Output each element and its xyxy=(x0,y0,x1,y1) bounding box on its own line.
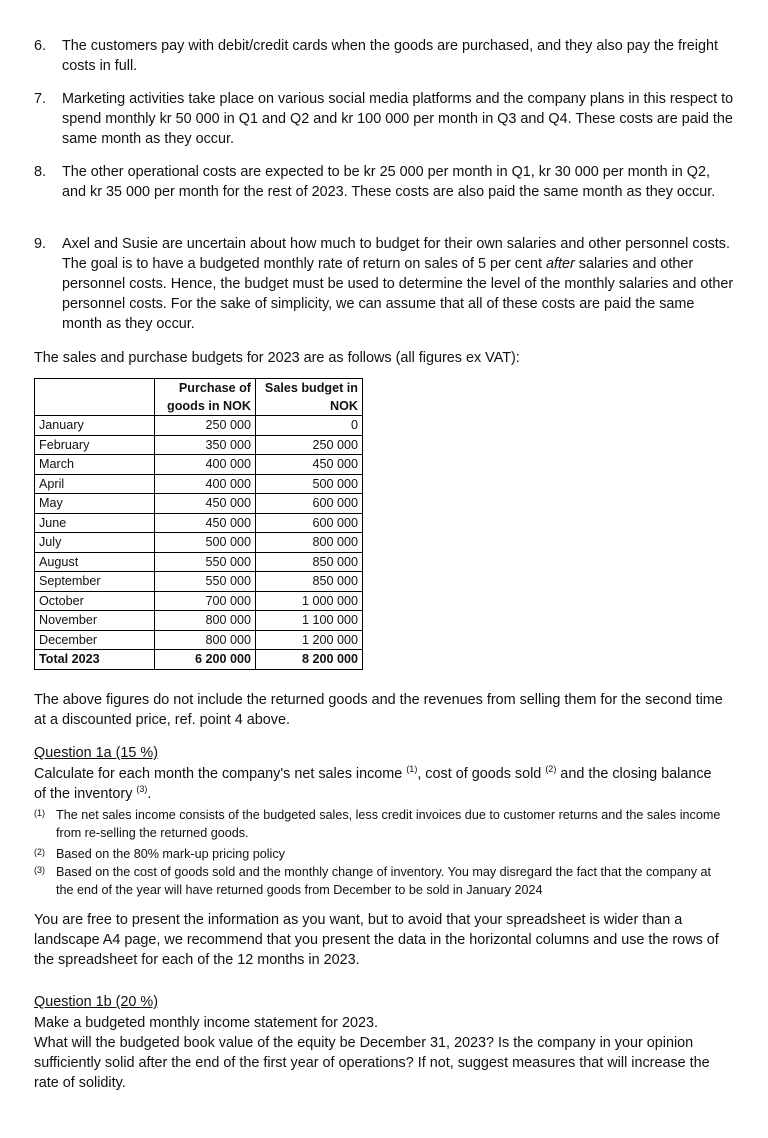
purchase-cell: 400 000 xyxy=(155,474,256,494)
item-text xyxy=(62,234,734,334)
sales-cell: 1 000 000 xyxy=(256,591,363,611)
month-cell: April xyxy=(35,474,155,494)
q1a-text-part: , cost of goods sold xyxy=(417,766,546,782)
header-purchase: Purchase of goods in NOK xyxy=(155,379,256,416)
q1a-text-part: . xyxy=(147,786,152,802)
table-row xyxy=(35,513,363,533)
purchase-cell: 400 000 xyxy=(155,455,256,475)
footnote-number: (1) xyxy=(34,808,45,818)
header-empty xyxy=(35,379,155,416)
footnote-text: Based on the cost of goods sold and the monthly change of inventory. You may disregard the fact that the company at the end of the year will have returned goods from December to be sold in January 2024 xyxy=(56,865,712,897)
purchase-cell: 700 000 xyxy=(155,591,256,611)
footnote-number: (2) xyxy=(34,847,45,857)
sales-cell: 8 200 000 xyxy=(256,650,363,670)
item-text-italic: after xyxy=(545,256,575,272)
month-cell: March xyxy=(35,455,155,475)
purchase-cell: 550 000 xyxy=(155,572,256,592)
month-cell: May xyxy=(35,494,155,514)
item-text: The other operational costs are expected to be kr 25 000 per month in Q1, kr 30 000 per month in Q2, and kr 35 000 per month for the rest of 2023. These costs are also paid the same month as they occur. xyxy=(62,164,716,200)
sales-cell: 450 000 xyxy=(256,455,363,475)
table-row xyxy=(35,416,363,436)
purchase-cell: 250 000 xyxy=(155,416,256,436)
footnote-ref: (1) xyxy=(406,764,418,775)
item-text-part: salaries and other personnel costs. Hence, the budget must be used to determine the level of the monthly salaries and other personnel costs. For the sake of simplicity, we can assume that all of these costs are paid the same month as they occur. xyxy=(62,256,734,332)
sales-cell: 500 000 xyxy=(256,474,363,494)
table-intro: The sales and purchase budgets for 2023 are as follows (all figures ex VAT): xyxy=(34,350,520,366)
item-number: 7. xyxy=(34,91,47,107)
sales-cell: 600 000 xyxy=(256,513,363,533)
q1a-text-part: and the closing balance of the inventory xyxy=(34,766,712,802)
table-row xyxy=(35,474,363,494)
month-cell: December xyxy=(35,630,155,650)
purchase-cell: 450 000 xyxy=(155,494,256,514)
table-row xyxy=(35,552,363,572)
table-row xyxy=(35,611,363,631)
sales-cell: 850 000 xyxy=(256,572,363,592)
item-text-part: Axel and Susie are uncertain about how much to budget for their own salaries and other personnel costs. The goal is to have a budgeted monthly rate of return on sales of 5 per cent xyxy=(62,236,730,272)
purchase-cell: 6 200 000 xyxy=(155,650,256,670)
footnote-text: Based on the 80% mark-up pricing policy xyxy=(56,847,285,861)
month-cell: August xyxy=(35,552,155,572)
header-sales: Sales budget in NOK xyxy=(256,379,363,416)
month-cell: September xyxy=(35,572,155,592)
month-cell: January xyxy=(35,416,155,436)
sales-cell: 250 000 xyxy=(256,435,363,455)
purchase-cell: 550 000 xyxy=(155,552,256,572)
month-cell: November xyxy=(35,611,155,631)
table-row xyxy=(35,591,363,611)
month-cell: February xyxy=(35,435,155,455)
budget-table xyxy=(34,378,363,670)
table-row xyxy=(35,630,363,650)
table-row xyxy=(35,533,363,553)
month-cell: Total 2023 xyxy=(35,650,155,670)
after-table-note: The above figures do not include the returned goods and the revenues from selling them for the second time at a discounted price, ref. point 4 above. xyxy=(34,692,723,728)
month-cell: October xyxy=(35,591,155,611)
item-number: 9. xyxy=(34,236,47,252)
item-number: 6. xyxy=(34,38,47,54)
sales-cell: 850 000 xyxy=(256,552,363,572)
purchase-cell: 350 000 xyxy=(155,435,256,455)
table-body xyxy=(35,416,363,670)
table-row xyxy=(35,650,363,670)
table-header-row xyxy=(35,379,363,416)
footnote-ref: (2) xyxy=(545,764,557,775)
question-1a-title: Question 1a (15 %) xyxy=(34,745,158,761)
presentation-note: You are free to present the information as you want, but to avoid that your spreadsheet is wider than a landscape A4 page, we recommend that you present the data in the horizontal columns and use the rows of the spreadsheet for each of the 12 months in 2023. xyxy=(34,912,719,968)
month-cell: June xyxy=(35,513,155,533)
item-text: Marketing activities take place on various social media platforms and the company plans in this respect to spend monthly kr 50 000 in Q1 and Q2 and kr 100 000 per month in Q3 and Q4. These costs are paid the same month as they occur. xyxy=(62,91,734,147)
table-row xyxy=(35,435,363,455)
question-1b-line-2: What will the budgeted book value of the equity be December 31, 2023? Is the company in your opinion sufficiently solid after the end of the first year of operations? If not, suggest measures that will increase the rate of solidity. xyxy=(34,1035,710,1091)
sales-cell: 600 000 xyxy=(256,494,363,514)
q1a-text-part: Calculate for each month the company's net sales income xyxy=(34,766,407,782)
sales-cell: 800 000 xyxy=(256,533,363,553)
footnote-number: (3) xyxy=(34,865,45,875)
sales-cell: 1 100 000 xyxy=(256,611,363,631)
question-1b-title: Question 1b (20 %) xyxy=(34,994,158,1010)
question-1b-line-1: Make a budgeted monthly income statement for 2023. xyxy=(34,1015,378,1031)
purchase-cell: 800 000 xyxy=(155,611,256,631)
item-text: The customers pay with debit/credit cards when the goods are purchased, and they also pay the freight costs in full. xyxy=(62,38,718,74)
table-row xyxy=(35,455,363,475)
purchase-cell: 500 000 xyxy=(155,533,256,553)
purchase-cell: 800 000 xyxy=(155,630,256,650)
footnote-ref: (3) xyxy=(136,784,148,795)
month-cell: July xyxy=(35,533,155,553)
sales-cell: 0 xyxy=(256,416,363,436)
table-row xyxy=(35,572,363,592)
purchase-cell: 450 000 xyxy=(155,513,256,533)
table-row xyxy=(35,494,363,514)
footnote-text: The net sales income consists of the budgeted sales, less credit invoices due to customer returns and the sales income from re-selling the returned goods. xyxy=(56,808,721,840)
question-1a-text xyxy=(34,764,726,804)
item-number: 8. xyxy=(34,164,47,180)
sales-cell: 1 200 000 xyxy=(256,630,363,650)
